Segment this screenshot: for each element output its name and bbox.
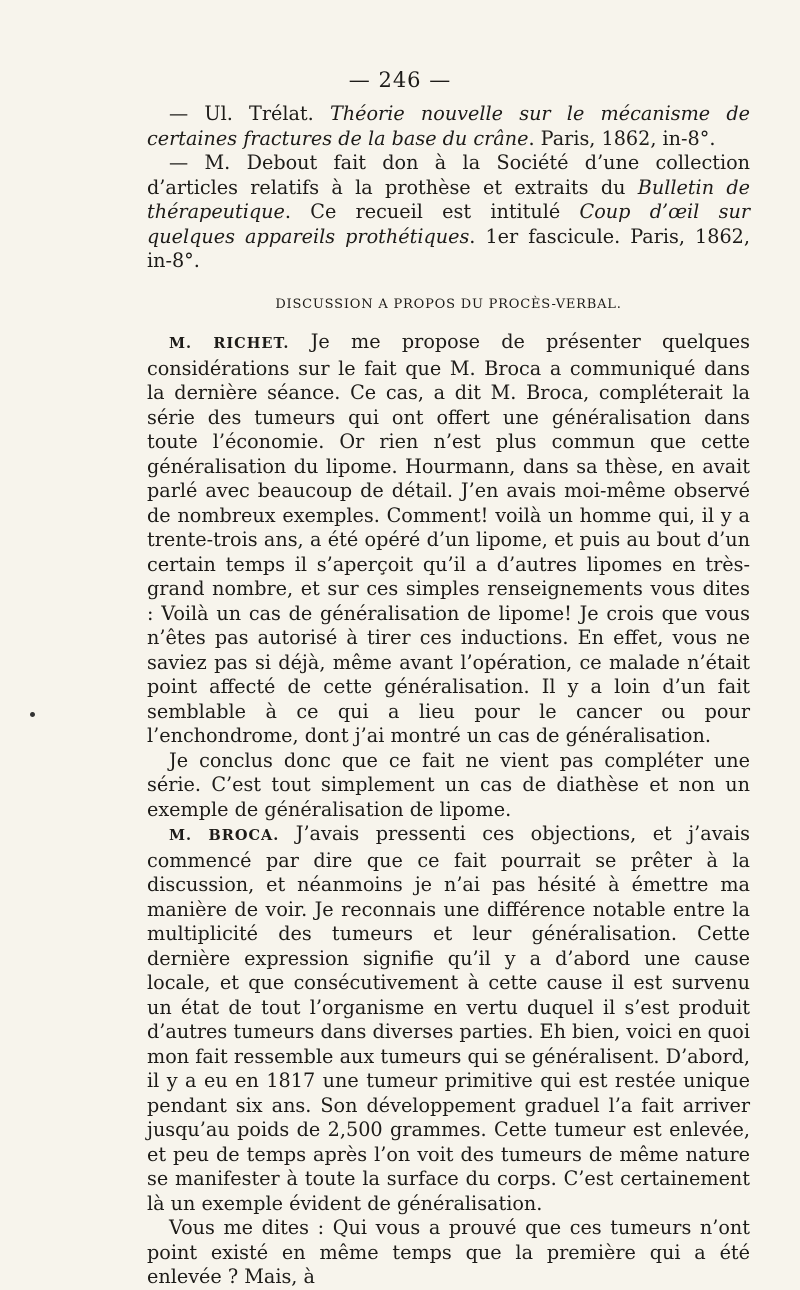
bibliography-entry-debout [147, 151, 750, 274]
paragraph-broca [147, 822, 750, 1216]
entry-title: Théorie nouvelle sur le mécanisme de certaines fractures de la base du crâne [147, 102, 750, 150]
paragraph-text: Je conclus donc que ce fait ne vient pas compléter une série. C’est tout simplement un cas de diathèse et non un exemple de généralisation de lipome. [147, 748, 750, 821]
paragraph-broca-continued [147, 1216, 750, 1290]
entry-publication: . Paris, 1862, in-8°. [528, 126, 716, 150]
entry-title: Coup d’œil sur quelques appareils prothétiques [147, 200, 750, 248]
entry-title: Bulletin de thérapeutique [147, 175, 750, 223]
paragraph-text: Je me propose de présenter quelques considérations sur le fait que M. Broca a communiqué dans la dernière séance. Ce cas, a dit M. Broca, compléterait la série des tumeurs qui ont offert une généralisation dans toute l’économie. Or rien n’est plus commun que cette généralisation du lipome. Hourmann, dans sa thèse, en avait parlé avec beaucoup de détail. J’en avais moi-même observé de nombreux exemples. Comment! voilà un homme qui, il y a trente-trois ans, a été opéré d’un lipome, et puis au bout d’un certain temps il s’aperçoit qu’il a d’autres lipomes en très-grand nombre, et sur ces simples renseignements vous dites : Voilà un cas de généralisation de lipome! Je crois que vous n’êtes pas autorisé à tirer ces inductions. En effet, vous ne saviez pas si déjà, même avant l’opération, ce malade n’était point affecté de cette généralisation. Il y a loin d’un fait semblable à ce qui a lieu pour le cancer ou pour l’enchondrome, dont j’ai montré un cas de généralisation. [147, 330, 751, 747]
section-heading: DISCUSSION A PROPOS DU PROCÈS-VERBAL. [275, 296, 622, 312]
entry-publication: . 1er fascicule. Paris, 1862, in-8°. [147, 224, 750, 272]
speaker-name: M. BROCA. [169, 827, 280, 844]
entry-text: . Ce recueil est intitulé [284, 200, 580, 223]
paragraph-text: Vous me dites : Qui vous a prouvé que ces tumeurs n’ont point existé en même temps que la première qui a été enlevée ? Mais, à [147, 1216, 750, 1288]
ink-speck [30, 712, 35, 717]
text-body [147, 102, 750, 1290]
paragraph-richet-conclusion [147, 749, 750, 823]
speaker-name: M. RICHET. [169, 335, 290, 352]
paragraph-text: J’avais pressenti ces objections, et j’avais commencé par dire que ce fait pourrait se prêter à la discussion, et néanmoins je n’ai pas hésité à émettre ma manière de voir. Je reconnais une différence notable entre la multiplicité des tumeurs et leur généralisation. Cette dernière expression signifie qu’il y a d’abord une cause locale, et que consécutivement à cette cause il est survenu un état de tout l’organisme en vertu duquel il s’est produit d’autres tumeurs dans diverses parties. Eh bien, voici en quoi mon fait ressemble aux tumeurs qui se généralisent. D’abord, il y a eu en 1817 une tumeur primitive qui est restée unique pendant six ans. Son développement graduel l’a fait arriver jusqu’au poids de 2,500 grammes. Cette tumeur est enlevée, et peu de temps après l’on voit des tumeurs de même nature se manifester à toute la surface du corps. C’est certainement là un exemple évident de généralisation. [147, 822, 751, 1215]
entry-author: — Ul. Trélat. [169, 102, 330, 125]
bibliography-entry-trelat [147, 102, 750, 151]
paragraph-richet [147, 330, 750, 749]
page-number: — 246 — [348, 68, 452, 92]
entry-text: — M. Debout fait don à la Société d’une collection d’articles relatifs à la prothèse et extraits du [147, 151, 750, 199]
